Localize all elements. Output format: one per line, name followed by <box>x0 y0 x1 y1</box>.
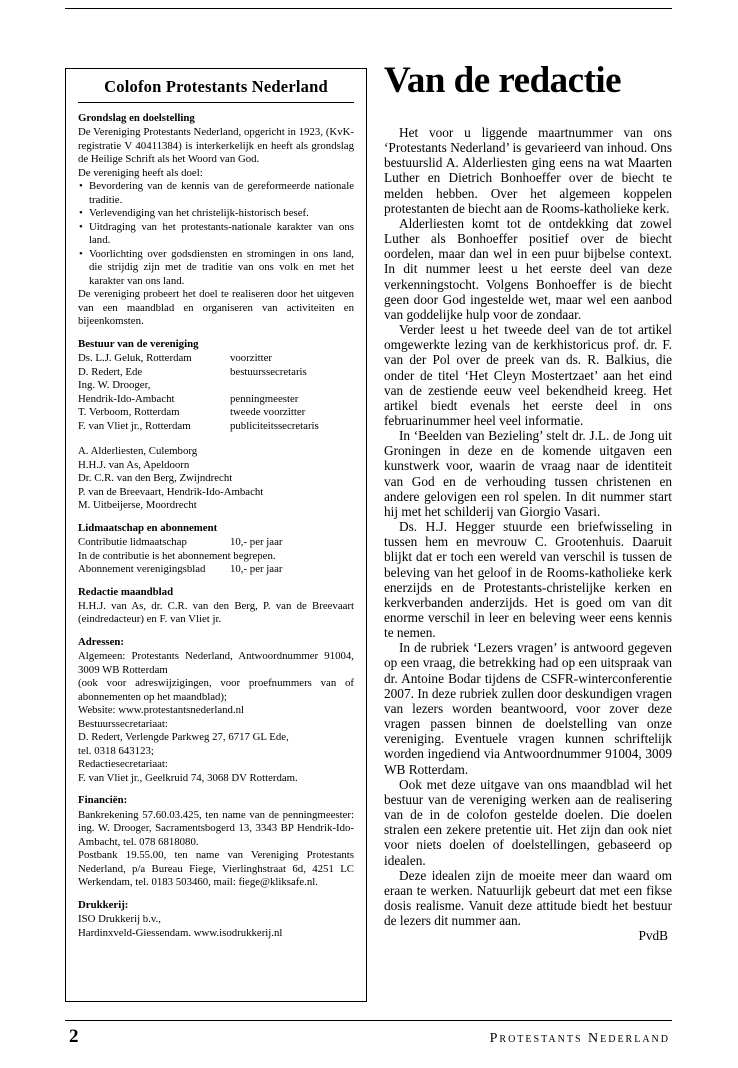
doelen-list <box>78 180 354 288</box>
doel-item: • Bevordering van de kennis van de gereformeerde nationale traditie. <box>78 180 354 207</box>
page-footer <box>65 1020 672 1048</box>
section-heading: Adressen: <box>78 635 124 648</box>
financien-line: Bankrekening 57.60.03.425, ten name van de penningmeester: ing. W. Drooger, Sacramentsbogerd 13, 3343 BP Hendrik-Ido-Ambacht, tel. 078 6818080. <box>78 808 354 848</box>
editorial-body <box>384 125 672 928</box>
page-number: 2 <box>69 1026 79 1047</box>
editorial-paragraph: Ds. H.J. Hegger stuurde een briefwisseling in tussen hem en mevrouw C. Grootenhuis. Daaruit blijkt dat er toch een wereld van verschil is tussen de beleving van het geloof in de Rooms-katholieke kerk enerzijds en de Protestants-christelijke kerken en kerkverbanden anderzijds. Het is goed om van dit enorme verschil in leer en beleving weer eens kennis te nemen. <box>384 519 672 641</box>
doel-item: • Verlevendiging van het christelijk-historisch besef. <box>78 207 354 220</box>
membership-fee-row <box>78 536 354 549</box>
editorial-paragraph: Ook met deze uitgave van ons maandblad wil het bestuur van de vereniging werken aan de realisering van de in de colofon gestelde doelen. Die doelen stralen een zekere pretentie uit. Het zijn dan ook niet voor niets doelen of doelstellingen, gebaseerd op idealen. <box>384 776 672 868</box>
board-officer-row <box>78 393 354 406</box>
editorial-paragraph: Alderliesten komt tot de ontdekking dat zowel Luther als Bonhoeffer positief over de biecht oordelen, maar dan wel in een puur bijbelse context. In dit nummer leest u het eerste deel van deze verkenningstocht. Volgens Bonhoeffer is de biecht geen door God ingestelde wet, maar wel een aanbod van goddelijke hulp voor de zondaar. <box>384 215 672 322</box>
board-officer-role: penningmeester <box>230 392 299 405</box>
drukkerij-line: Hardinxveld-Giessendam. www.isodrukkerij.nl <box>78 926 283 939</box>
financien-line: Postbank 19.55.00, ten name van Vereniging Protestants Nederland, p/a Bureau Fiege, Vierlinghstraat 6d, 4251 LC Werkendam, tel. 0183 503460, mail: fiege@kliksafe.nl. <box>78 849 354 889</box>
adres-line: Redactiesecretariaat: <box>78 758 168 771</box>
colophon-section-lidmaatschap <box>78 522 354 577</box>
board-member-line: P. van de Breevaart, Hendrik-Ido-Ambacht <box>78 485 264 498</box>
colophon-section-redactie <box>78 586 354 627</box>
board-officer-name: Hendrik-Ido-Ambacht <box>78 392 175 405</box>
board-officer-role: publiciteitssecretaris <box>230 419 319 432</box>
editorial-paragraph: In ‘Beelden van Bezieling’ stelt dr. J.L. de Jong uit Groningen in deze en de komende uitgaven een kunstwerk voor, waarin de vraag naar de identiteit van God en de verhouding tussen christenen en andere gelovigen een rol spelen. In dit nummer start hij met het schilderij van Giorgio Vasari. <box>384 428 672 519</box>
editorial-column <box>384 60 672 1022</box>
drukkerij-line: ISO Drukkerij b.v., <box>78 913 161 926</box>
colophon-box <box>65 68 367 1002</box>
board-officer-name: D. Redert, Ede <box>78 365 143 378</box>
colophon-title: Colofon Protestants Nederland <box>78 77 354 103</box>
colophon-section-grondslag <box>78 112 354 329</box>
board-officer-row <box>78 352 354 365</box>
magazine-title: Protestants Nederland <box>489 1031 670 1046</box>
membership-fee-label: Contributie lidmaatschap <box>78 536 187 549</box>
section-heading: Bestuur van de vereniging <box>78 337 199 350</box>
editorial-signature: PvdB <box>638 928 668 944</box>
subscription-fee-row <box>78 563 354 576</box>
doel-item: • Uitdraging van het protestants-nationale karakter van ons land. <box>78 221 354 248</box>
colophon-section-financien <box>78 794 354 889</box>
board-officer-name: Ing. W. Drooger, <box>78 379 151 392</box>
grondslag-doel-label: De vereniging heeft als doel: <box>78 166 203 179</box>
top-rule <box>65 8 672 9</box>
doel-item: • Voorlichting over godsdiensten en stromingen in ons land, die strijdig zijn met de traditie van ons volk en met het karakter van ons land. <box>78 248 354 288</box>
section-heading: Drukkerij: <box>78 898 129 911</box>
board-officer-role: bestuurssecretaris <box>230 365 307 378</box>
editorial-paragraph: Deze idealen zijn de moeite meer dan waard om eraan te werken. Natuurlijk gebeurt dat met een fikse dosis realisme. Vanuit deze attitude biedt het bestuur de lezers dit nummer aan. <box>384 867 672 929</box>
board-officer-name: F. van Vliet jr., Rotterdam <box>78 419 191 432</box>
colophon-section-bestuur <box>78 338 354 513</box>
editorial-paragraph: In de rubriek ‘Lezers vragen’ is antwoord gegeven op een vraag, die betrekking had op een uitspraak van dr. Antoine Bodar tijdens de CSFR-winterconferentie 2007. In deze rubriek zullen door deskundigen vragen van lezers worden beantwoord, voor zover deze vragen passen binnen de doelstelling van onze vereniging. Eventuele vragen kunnen schriftelijk worden ingediend via Antwoordnummer 91004, 3009 WB Rotterdam. <box>384 640 672 777</box>
board-officer-row <box>78 406 354 419</box>
membership-fee-value: 10,- per jaar <box>230 536 283 549</box>
adres-line: Website: www.protestantsnederland.nl <box>78 704 245 717</box>
board-member-line: A. Alderliesten, Culemborg <box>78 445 198 458</box>
adressen-lines <box>78 650 354 785</box>
board-officers-list <box>78 352 354 433</box>
colophon-section-adressen <box>78 636 354 785</box>
board-officer-row <box>78 420 354 433</box>
section-heading: Grondslag en doelstelling <box>78 112 195 124</box>
adres-line: (ook voor adreswijzigingen, voor proefnummers van of abonnementen op het maandblad); <box>78 677 354 703</box>
board-officer-role: tweede voorzitter <box>230 406 306 419</box>
financien-lines <box>78 809 354 890</box>
board-officer-role <box>230 379 354 392</box>
editorial-paragraph: Het voor u liggende maartnummer van ons ‘Protestants Nederland’ is gevarieerd van inhoud. Ons bestuurslid A. Alderliesten ging eens na wat Maarten Luther en Dietrich Bonhoeffer over de biecht te melden hebben. Over het algemeen koppelen protestanten de biecht aan de Rooms-katholieke kerk. <box>384 125 672 216</box>
board-officer-role: voorzitter <box>230 352 272 365</box>
subscription-fee-label: Abonnement verenigingsblad <box>78 563 206 576</box>
board-member-line: H.H.J. van As, Apeldoorn <box>78 458 190 471</box>
editorial-paragraph: Verder leest u het tweede deel van de tot artikel omgewerkte lezing van de kerkhistoricus prof. dr. F. van der Pol over de preek van ds. R. Balkius, die onder de titel ‘Het Cleyn Mostertzaet’ aan het eind van de zestiende eeuw veel bekendheid kreeg. Het artikel biedt evenals het eerste deel in ons februarinummer heel veel informatie. <box>384 322 672 428</box>
board-officer-name: T. Verboom, Rotterdam <box>78 406 180 419</box>
adres-line: tel. 0318 643123; <box>78 744 154 757</box>
section-heading: Redactie maandblad <box>78 585 174 598</box>
board-officer-row <box>78 379 354 392</box>
page-content <box>65 60 672 1022</box>
board-officer-row <box>78 366 354 379</box>
redactie-text: H.H.J. van As, dr. C.R. van den Berg, P. van de Breevaart (eindredacteur) en F. van Vliet jr. <box>78 599 354 626</box>
board-members-list <box>78 445 354 512</box>
colophon-section-drukkerij <box>78 899 354 940</box>
adres-line: Bestuurssecretariaat: <box>78 717 168 730</box>
adres-line: Algemeen: Protestants Nederland, Antwoordnummer 91004, 3009 WB Rotterdam <box>78 650 354 676</box>
subscription-fee-value: 10,- per jaar <box>230 563 283 576</box>
board-officer-name: Ds. L.J. Geluk, Rotterdam <box>78 352 192 365</box>
grondslag-intro: De Vereniging Protestants Nederland, opgericht in 1923, (KvK-registratie V 40411384) is interkerkelijk en heeft als grondslag de Heilige Schrift als het Woord van God. <box>78 126 354 166</box>
membership-note: In de contributie is het abonnement begrepen. <box>78 549 276 562</box>
board-member-line: Dr. C.R. van den Berg, Zwijndrecht <box>78 472 233 485</box>
colophon-body <box>78 112 354 940</box>
board-member-line: M. Uitbeijerse, Moordrecht <box>78 499 197 512</box>
adres-line: D. Redert, Verlengde Parkweg 27, 6717 GL Ede, <box>78 731 289 744</box>
grondslag-outro: De vereniging probeert het doel te realiseren door het uitgeven van een maandblad en organiseren van activiteiten en bijeenkomsten. <box>78 288 354 328</box>
drukkerij-lines <box>78 913 354 940</box>
section-heading: Financiën: <box>78 794 128 807</box>
adres-line: F. van Vliet jr., Geelkruid 74, 3068 DV Rotterdam. <box>78 771 298 784</box>
editorial-title: Van de redactie <box>384 60 622 101</box>
section-heading: Lidmaatschap en abonnement <box>78 521 218 534</box>
